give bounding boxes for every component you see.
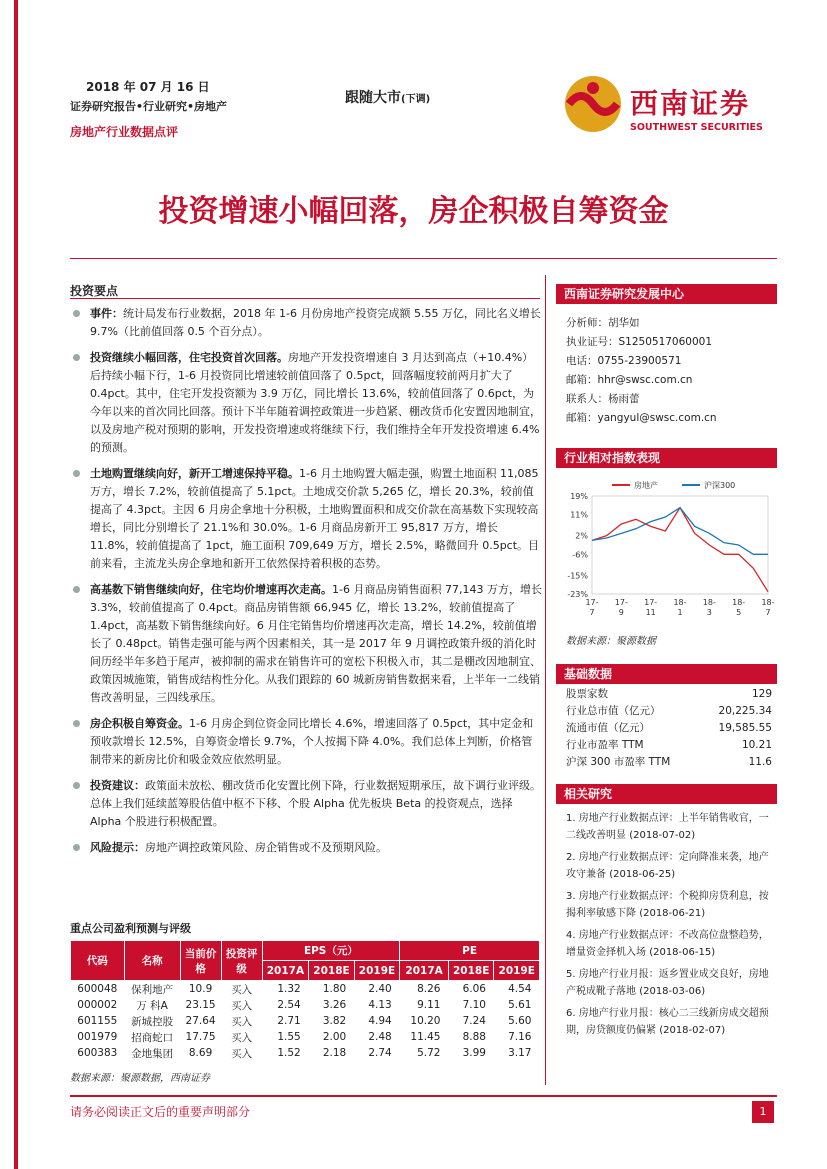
- plot-frame: [592, 496, 768, 594]
- legend-label: 房地产: [634, 481, 658, 490]
- y-tick-label: -6%: [572, 550, 588, 560]
- basic-value: 20,225.34: [718, 705, 772, 717]
- table-cell: 8.69: [180, 1045, 221, 1061]
- table-cell: 4.13: [368, 999, 392, 1011]
- table-cell: 5.72: [400, 1045, 449, 1061]
- table-cell: 7.10: [462, 999, 486, 1011]
- col-year: 2017A: [400, 961, 449, 981]
- table-cell: 金地集团: [124, 1045, 180, 1061]
- y-tick-label: -15%: [567, 571, 588, 581]
- rating-change: (下调): [401, 94, 431, 105]
- basic-value: 10.21: [741, 739, 772, 751]
- table-cell: 600048: [71, 981, 125, 998]
- x-tick-label: 5: [736, 608, 742, 617]
- analyst-email[interactable]: 邮箱：hhr@swsc.com.cn: [566, 374, 693, 386]
- forecast-table: [70, 940, 540, 1061]
- table-cell: 2.40: [354, 981, 400, 998]
- y-tick-label: 19%: [570, 492, 588, 501]
- y-tick-label: 2%: [575, 531, 588, 541]
- related-text: 1. 房地产行业数据点评：上半年销售收官，一二线改善明显: [566, 813, 769, 841]
- table-cell: 1.32: [262, 981, 309, 998]
- bullet-icon: [73, 470, 80, 477]
- series-line: [592, 508, 768, 555]
- highlights-list: [70, 305, 542, 865]
- basic-value: 19,585.55: [718, 722, 772, 734]
- col-year: 2018E: [448, 961, 494, 981]
- table-cell: 2.18: [309, 1045, 355, 1061]
- x-tick-label: 7: [765, 608, 771, 617]
- table-cell: 17.75: [185, 1031, 216, 1043]
- company-logo-icon: [563, 74, 623, 134]
- table-cell: 2.74: [354, 1045, 400, 1061]
- related-item[interactable]: [566, 810, 772, 844]
- related-research-list: [566, 810, 772, 1044]
- related-text: 4. 房地产行业数据点评：不改高位盘整趋势，增量资金择机入场: [566, 930, 769, 958]
- highlight-text: 房地产调控政策风险、房企销售或不及预期风险。: [145, 841, 387, 854]
- table-row: [71, 1013, 540, 1029]
- related-date: (2018-03-06): [639, 986, 706, 997]
- related-item[interactable]: [566, 1005, 772, 1039]
- highlight-text: 1-6 月商品房销售面积 77,143 万方，增长 3.3%，较前值提高了 0.4pct。商品房销售额 66,945 亿，增长 13.2%，较前值提高了 1.4pct，高基数下销售继续向好。6 月住宅销售均价增速再次走高，增长 14.2%，较前值增长了 0.48pct。销售走强可能与两个因素相关，其一是 2017 年 9 月调控政策升级的消化时间历经半年多趋于尾声，被抑制的需求在销售许可的宽松下积极入市，其二是棚改因地制宜、政策因城施策，销售成结构性分化。从我们跟踪的 60 城新房销售数据来看，上半年一二线销售改善明显，三四线承压。: [90, 583, 542, 704]
- col-name: 名称: [124, 941, 180, 981]
- table-cell: 买入: [221, 1045, 262, 1061]
- table-cell: 10.20: [400, 1013, 449, 1029]
- table-cell: 2.71: [262, 1013, 309, 1029]
- highlight-text: 房地产开发投资增速自 3 月达到高点（+10.4%）后持续小幅下行，1-6 月投资同比增速较前值回落了 0.5pct，回落幅度较前两月扩大了 0.4pct。其中，住宅开发投资额为 3.9 万亿，同比增长 13.6%，较前值回落了 0.6pct，为今年以来的首次同比回落。预计下半年随着调控政策进一步趋紧、棚改货币化安置因地制宜，以及房地产税对预期的影响，开发投资增速或将继续下行，我们维持全年开发投资增速 6.4%的预测。: [90, 351, 541, 454]
- x-tick-label: 18-: [732, 598, 746, 607]
- highlight-item: [70, 465, 542, 573]
- x-tick-label: 11: [645, 608, 656, 617]
- table-cell: 4.94: [354, 1013, 400, 1029]
- basic-row: [566, 737, 772, 754]
- col-year: 2019E: [354, 961, 400, 981]
- bullet-icon: [73, 720, 80, 727]
- bullet-icon: [73, 844, 80, 851]
- table-cell: 1.80: [309, 981, 355, 998]
- bullet-icon: [73, 310, 80, 317]
- highlight-bold: 风险提示：: [90, 841, 145, 854]
- table-cell: 3.99: [448, 1045, 494, 1061]
- table-row: [71, 981, 540, 998]
- related-item[interactable]: [566, 849, 772, 883]
- highlights-divider: [70, 298, 540, 299]
- report-subtitle: 房地产行业数据点评: [70, 125, 179, 139]
- related-text: 5. 房地产行业月报：返乡置业成交良好，房地产税成靴子落地: [566, 969, 769, 997]
- col-year: 2017A: [262, 961, 309, 981]
- research-center-heading: 西南证券研究发展中心: [556, 284, 777, 304]
- table-cell: 3.26: [322, 999, 347, 1011]
- x-tick-label: 17-: [585, 598, 599, 607]
- table-cell: 7.16: [508, 1031, 532, 1043]
- bullet-icon: [73, 782, 80, 789]
- table-cell: 买入: [221, 1013, 262, 1029]
- highlight-item: [70, 305, 542, 341]
- relative-index-chart: [556, 476, 776, 626]
- highlight-text: 1-6 月土地购置大幅走强，购置土地面积 11,085 万方，增长 7.2%，较前值提高了 5.1pct。土地成交价款 5,265 亿，增长 20.3%，较前值提高了 4.3pct。主因 6 月房企拿地十分积极，土地购置面积和成交价款在高基数下实现较高增长，同比分别增长了 21.1%和 30.0%。1-6 月商品房新开工 95,817 万方，增长 11.8%，较前值提高了 1pct，施工面积 709,649 万方，增长 2.5%，略微回升 0.5pct。目前来看，主流龙头房企拿地和新开工依然保持着积极的态势。: [90, 467, 540, 570]
- table-cell: 7.24: [448, 1013, 494, 1029]
- related-text: 2. 房地产行业数据点评：定向降准来袭，地产攻守兼备: [566, 852, 769, 880]
- table-cell: 5.60: [494, 1013, 540, 1029]
- forecast-table-title: 重点公司盈利预测与评级: [70, 922, 191, 935]
- related-item[interactable]: [566, 927, 772, 961]
- x-tick-label: 17-: [614, 598, 628, 607]
- x-tick-label: 1: [677, 608, 683, 617]
- index-perf-heading: 行业相对指数表现: [556, 448, 777, 468]
- research-center-contacts: [566, 314, 717, 428]
- basic-row: [566, 754, 772, 771]
- license-number: 执业证号：S1250517060001: [566, 336, 713, 348]
- basic-data-heading: 基础数据: [556, 664, 777, 684]
- column-divider: [545, 275, 546, 1085]
- table-cell: 8.26: [400, 981, 449, 998]
- page-number: 1: [752, 1101, 774, 1123]
- basic-row: [566, 703, 772, 720]
- table-row: [71, 1029, 540, 1045]
- table-cell: 买入: [231, 1031, 253, 1044]
- col-year: 2019E: [494, 961, 540, 981]
- table-row: [71, 1045, 540, 1061]
- table-cell: 10.9: [180, 981, 221, 998]
- table-row: [71, 997, 540, 1013]
- table-cell: 5.61: [508, 999, 532, 1011]
- highlight-item: [70, 839, 542, 857]
- x-tick-label: 18-: [702, 598, 716, 607]
- table-cell: 3.82: [309, 1013, 355, 1029]
- related-research-heading: 相关研究: [556, 784, 777, 804]
- related-date: (2018-06-25): [609, 869, 676, 880]
- table-cell: 2.54: [277, 999, 301, 1011]
- table-cell: 001979: [77, 1031, 118, 1043]
- report-type: 证券研究报告•行业研究•房地产: [70, 100, 228, 113]
- basic-label: 沪深 300 市盈率 TTM: [566, 756, 671, 768]
- basic-value: 11.6: [748, 756, 772, 768]
- basic-label: 行业市盈率 TTM: [566, 739, 644, 751]
- forecast-source: 数据来源：聚源数据，西南证券: [70, 1073, 210, 1084]
- highlight-bold: 土地购置继续向好，新开工增速保持平稳。: [90, 467, 299, 480]
- related-date: (2018-06-15): [649, 947, 716, 958]
- basic-value: 129: [751, 688, 772, 700]
- table-cell: 新城控股: [124, 1013, 180, 1029]
- table-cell: 3.17: [494, 1045, 540, 1061]
- related-text: 6. 房地产行业月报：核心二三线新房成交超预期，房贷额度仍偏紧: [566, 1008, 769, 1036]
- x-tick-label: 3: [706, 608, 712, 617]
- related-text: 3. 房地产行业数据点评：个税抑房贷利息，按揭利率敏感下降: [566, 891, 769, 919]
- series-line: [592, 508, 768, 592]
- table-cell: 27.64: [180, 1013, 221, 1029]
- table-cell: 11.45: [410, 1031, 441, 1043]
- col-pe: PE: [400, 941, 540, 961]
- contact-name: 联系人：杨雨蕾: [566, 393, 640, 405]
- table-cell: 8.88: [462, 1031, 486, 1043]
- table-cell: 000002: [77, 999, 118, 1011]
- x-tick-label: 7: [589, 608, 595, 617]
- highlight-bold: 投资继续小幅回落，住宅投资首次回落。: [90, 351, 288, 364]
- x-tick-label: 18-: [761, 598, 775, 607]
- highlight-item: [70, 349, 542, 457]
- contact-email[interactable]: 邮箱：yangyul@swsc.com.cn: [566, 412, 717, 424]
- bullet-icon: [73, 586, 80, 593]
- company-logo-en: SOUTHWEST SECURITIES: [630, 122, 763, 133]
- col-code: 代码: [71, 941, 125, 981]
- left-accent-bar: [14, 0, 18, 1169]
- table-cell: 2.00: [322, 1031, 347, 1043]
- table-cell: 买入: [221, 981, 262, 998]
- related-date: (2018-06-21): [639, 908, 706, 919]
- related-date: (2018-02-07): [659, 1025, 726, 1036]
- x-tick-label: 17-: [644, 598, 658, 607]
- legend-label: 沪深300: [704, 481, 736, 490]
- highlights-heading: 投资要点: [70, 284, 119, 298]
- basic-row: [566, 686, 772, 703]
- analyst-name: 分析师：胡华如: [566, 317, 640, 329]
- highlight-bold: 事件：: [90, 307, 123, 320]
- bullet-icon: [73, 354, 80, 361]
- col-year: 2018E: [309, 961, 355, 981]
- footer-divider: [70, 1095, 777, 1097]
- analyst-phone: 电话：0755-23900571: [566, 355, 682, 367]
- highlight-bold: 房企积极自筹资金。: [90, 717, 189, 730]
- related-item[interactable]: [566, 966, 772, 1000]
- table-cell: 招商蛇口: [131, 1031, 174, 1044]
- report-title: 投资增速小幅回落，房企积极自筹资金: [158, 194, 669, 229]
- footer-notice: 请务必阅读正文后的重要声明部分: [70, 1105, 251, 1119]
- table-cell: 23.15: [185, 999, 216, 1011]
- highlight-item: [70, 581, 542, 707]
- basic-label: 股票家数: [566, 688, 608, 700]
- table-cell: 1.55: [277, 1031, 301, 1043]
- x-tick-label: 9: [618, 608, 624, 617]
- table-cell: 1.52: [262, 1045, 309, 1061]
- table-cell: 2.48: [368, 1031, 392, 1043]
- basic-label: 行业总市值（亿元）: [566, 705, 661, 717]
- report-date: 2018 年 07 月 16 日: [86, 80, 210, 94]
- y-tick-label: 11%: [570, 510, 588, 520]
- related-item[interactable]: [566, 888, 772, 922]
- highlight-text: 政策面未放松、棚改货币化安置比例下降，行业数据短期承压，故下调行业评级。总体上我们延续蓝筹股估值中枢不下移、个股 Alpha 优先板块 Beta 的投资观点，选择 Alpha 个股进行积极配置。: [90, 779, 541, 828]
- table-cell: 601155: [71, 1013, 125, 1029]
- related-date: (2018-07-02): [629, 830, 696, 841]
- highlight-bold: 高基数下销售继续向好，住宅均价增速再次走高。: [90, 583, 332, 596]
- highlight-item: [70, 715, 542, 769]
- highlight-item: [70, 777, 542, 831]
- col-rating: 投资评级: [221, 941, 262, 981]
- highlight-text: 统计局发布行业数据，2018 年 1-6 月份房地产投资完成额 5.55 万亿，同比名义增长 9.7%（比前值回落 0.5 个百分点）。: [90, 307, 541, 338]
- forecast-table-body: [71, 981, 540, 1062]
- highlight-bold: 投资建议：: [90, 779, 145, 792]
- rating-text: 跟随大市: [345, 90, 401, 106]
- y-tick-label: -23%: [567, 590, 588, 599]
- table-cell: 600383: [71, 1045, 125, 1061]
- basic-label: 流通市值（亿元）: [566, 722, 650, 734]
- col-eps: EPS（元）: [262, 941, 400, 961]
- basic-data-list: [566, 686, 772, 771]
- col-price: 当前价格: [180, 941, 221, 981]
- industry-rating: [345, 87, 430, 107]
- highlight-text: 1-6 月房企到位资金同比增长 4.6%，增速回落了 0.5pct，其中定金和预收款增长 12.5%，自筹资金增长 9.7%，个人按揭下降 4.0%。我们总体上判断，价格管制带来的新房比价和吸金效应依然明显。: [90, 717, 534, 766]
- table-cell: 万 科A: [136, 999, 168, 1012]
- table-cell: 买入: [231, 999, 253, 1012]
- chart-source: 数据来源：聚源数据: [566, 636, 656, 647]
- title-divider: [70, 258, 777, 259]
- table-cell: 4.54: [494, 981, 540, 998]
- basic-row: [566, 720, 772, 737]
- company-logo-cn: 西南证券: [630, 87, 751, 120]
- table-cell: 9.11: [417, 999, 441, 1011]
- x-tick-label: 18-: [673, 598, 687, 607]
- table-cell: 保利地产: [124, 981, 180, 998]
- table-cell: 6.06: [448, 981, 494, 998]
